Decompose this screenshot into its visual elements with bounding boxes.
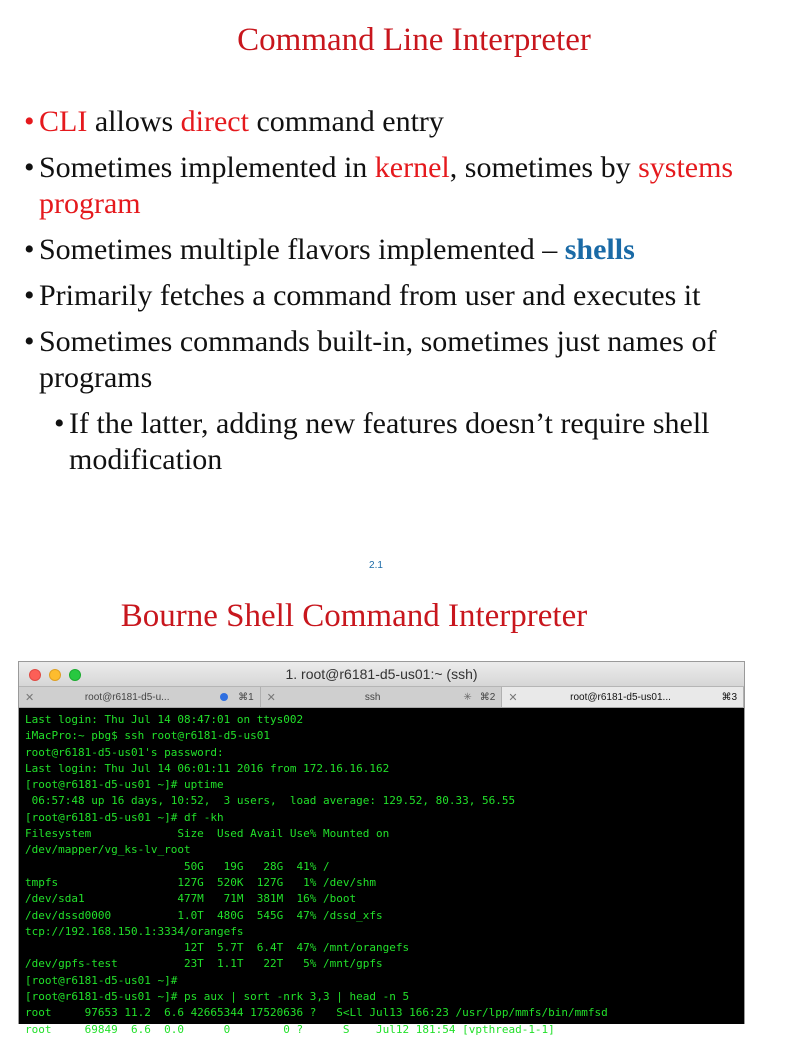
tab-label: root@r6181-d5-u...	[84, 691, 170, 703]
bullet-text: command entry	[248, 105, 444, 138]
term-shells: shells	[564, 233, 635, 266]
spinner-icon: ✳	[463, 691, 472, 703]
bullet-kernel	[24, 150, 754, 222]
term-systems-program: systems program	[39, 151, 734, 220]
sub-bullet-latter: • If the latter, adding new features doesn’t require shell modification	[54, 406, 754, 478]
activity-dot-icon	[220, 693, 228, 701]
bullet-text: allows	[87, 105, 181, 138]
close-tab-icon[interactable]: ✕	[25, 691, 35, 704]
slide-title-2: Bourne Shell Command Interpreter	[120, 598, 588, 634]
terminal-titlebar[interactable]	[19, 662, 744, 687]
tab-2[interactable]	[261, 687, 503, 707]
bullet-builtin: • Sometimes commands built-in, sometimes just names of programs	[24, 324, 754, 396]
bullet-list	[24, 104, 754, 488]
term-cli: CLI	[39, 105, 88, 138]
slide-title: Command Line Interpreter	[237, 22, 591, 58]
tab-1[interactable]	[19, 687, 261, 707]
bullet-cli	[24, 104, 754, 140]
tab-shortcut: ⌘2	[479, 691, 496, 703]
bullet-text: Sometimes implemented in	[39, 151, 375, 184]
tab-label: ssh	[364, 691, 381, 703]
close-tab-icon[interactable]: ✕	[508, 691, 518, 704]
bullet-shells	[24, 232, 754, 268]
tab-bar	[19, 687, 744, 708]
term-kernel: kernel	[374, 151, 450, 184]
bullet-text: , sometimes by	[449, 151, 639, 184]
tab-shortcut: ⌘1	[238, 691, 254, 703]
bullet-text: Sometimes multiple flavors implemented –	[39, 233, 565, 266]
tab-shortcut: ⌘3	[721, 691, 738, 703]
bullet-fetches: • Primarily fetches a command from user and executes it	[24, 278, 754, 314]
window-title: 1. root@r6181-d5-us01:~ (ssh)	[285, 666, 478, 682]
term-direct: direct	[180, 105, 249, 138]
terminal-window[interactable]	[18, 661, 745, 1036]
tab-3[interactable]	[502, 687, 744, 707]
tab-label: root@r6181-d5-us01...	[570, 691, 671, 703]
terminal-output[interactable]: Last login: Thu Jul 14 08:47:01 on ttys002 iMacPro:~ pbg$ ssh root@r6181-d5-us01 root@r6181-d5-us01's password: Last login: Thu Jul 14 06:01:11 2016 from 172.16.16.162 [root@r6181-d5-us01 ~]# uptime 06:57:48 up 16 days, 10:52, 3 users, load average: 129.52, 80.33, 56.55 [root@r6181-d5-us01 ~]# df -kh Filesystem Size Used Avail Use% Mounted on /dev/mapper/vg_ks-lv_root 50G 19G 28G 41% / tmpfs 127G 520K 127G 1% /dev/shm /dev/sda1 477M 71M 381M 16% /boot /dev/dssd0000 1.0T 480G 545G 47% /dssd_xfs tcp://192.168.150.1:3334/orangefs 12T 5.7T 6.4T 47% /mnt/orangefs /dev/gpfs-test 23T 1.1T 22T 5% /mnt/gpfs [root@r6181-d5-us01 ~]# [root@r6181-d5-us01 ~]# ps aux | sort -nrk 3,3 | head -n 5 root 97653 11.2 6.6 42665344 17520636 ? S<Ll Jul13 166:23 /usr/lpp/mmfs/bin/mmfsd root 69849 6.6 0.0 0 0 ? S Jul12 181:54 [vpthread-1-1]	[25, 713, 608, 1036]
close-tab-icon[interactable]: ✕	[266, 691, 276, 704]
page-number: 2.1	[369, 560, 383, 571]
